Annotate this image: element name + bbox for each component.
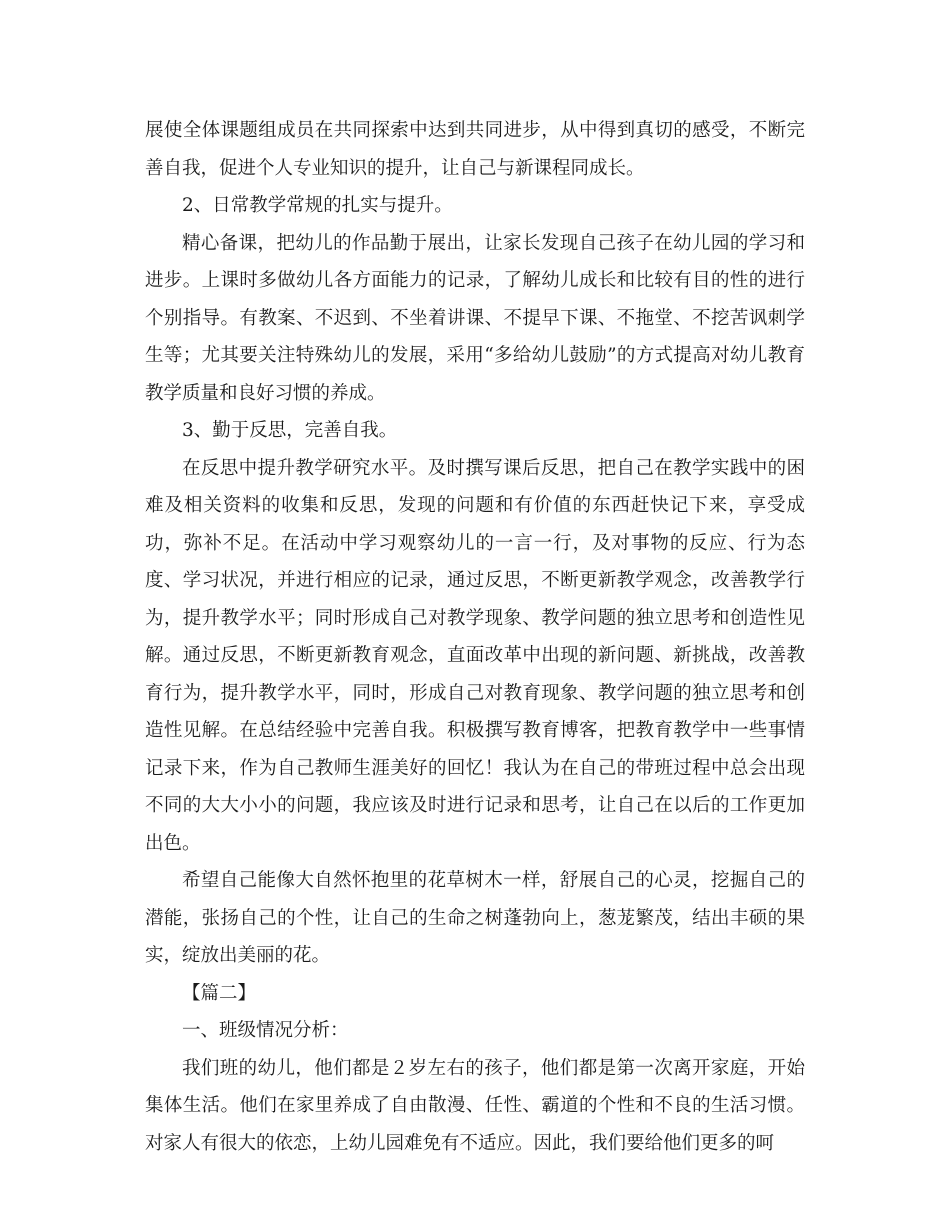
paragraph-hope: 希望自己能像大自然怀抱里的花草树木一样，舒展自己的心灵，挖掘自己的潜能，张扬自己的个性，让自己的生命之树蓬勃向上，葱茏繁茂，结出丰硕的果实，绽放出美丽的花。 xyxy=(145,870,805,966)
document-body xyxy=(145,112,805,1162)
section-heading-2: 2、日常教学常规的扎实与提升。 xyxy=(182,195,453,216)
section-heading-3: 3、勤于反思，完善自我。 xyxy=(182,420,398,441)
part-two-heading: 【篇二】 xyxy=(182,982,257,1004)
paragraph-reflection: 在反思中提升教学研究水平。及时撰写课后反思，把自己在教学实践中的困难及相关资料的收集和反思，发现的问题和有价值的东西赶快记下来，享受成功，弥补不足。在活动中学习观察幼儿的一言一行，及对事物的反应、行为态度、学习状况，并进行相应的记录，通过反思，不断更新教学观念，改善教学行为，提升教学水平；同时形成自己对教学现象、教学问题的独立思考和创造性见解。通过反思，不断更新教育观念，直面改革中出现的新问题、新挑战，改善教育行为，提升教学水平，同时，形成自己对教育现象、教学问题的独立思考和创造性见解。在总结经验中完善自我。积极撰写教育博客，把教育教学中一些事情记录下来，作为自己教师生涯美好的回忆！我认为在自己的带班过程中总会出现不同的大大小小的问题，我应该及时进行记录和思考，让自己在以后的工作更加出色。 xyxy=(145,457,805,854)
paragraph-continuation: 展使全体课题组成员在共同探索中达到共同进步，从中得到真切的感受，不断完善自我，促进个人专业知识的提升，让自己与新课程同成长。 xyxy=(145,120,805,179)
paragraph-lesson-prep: 精心备课，把幼儿的作品勤于展出，让家长发现自己孩子在幼儿园的学习和进步。上课时多做幼儿各方面能力的记录，了解幼儿成长和比较有目的性的进行个别指导。有教案、不迟到、不坐着讲课、不提早下课、不拖堂、不挖苦讽刺学生等；尤其要关注特殊幼儿的发展，采用“多给幼儿鼓励”的方式提高对幼儿教育教学质量和良好习惯的养成。 xyxy=(145,232,805,404)
paragraph-class-analysis: 我们班的幼儿，他们都是２岁左右的孩子，他们都是第一次离开家庭，开始集体生活。他们在家里养成了自由散漫、任性、霸道的个性和不良的生活习惯。对家人有很大的依恋，上幼儿园难免有不适应。因此，我们要给他们更多的呵 xyxy=(145,1057,805,1154)
class-analysis-heading: 一、班级情况分析： xyxy=(182,1020,349,1041)
